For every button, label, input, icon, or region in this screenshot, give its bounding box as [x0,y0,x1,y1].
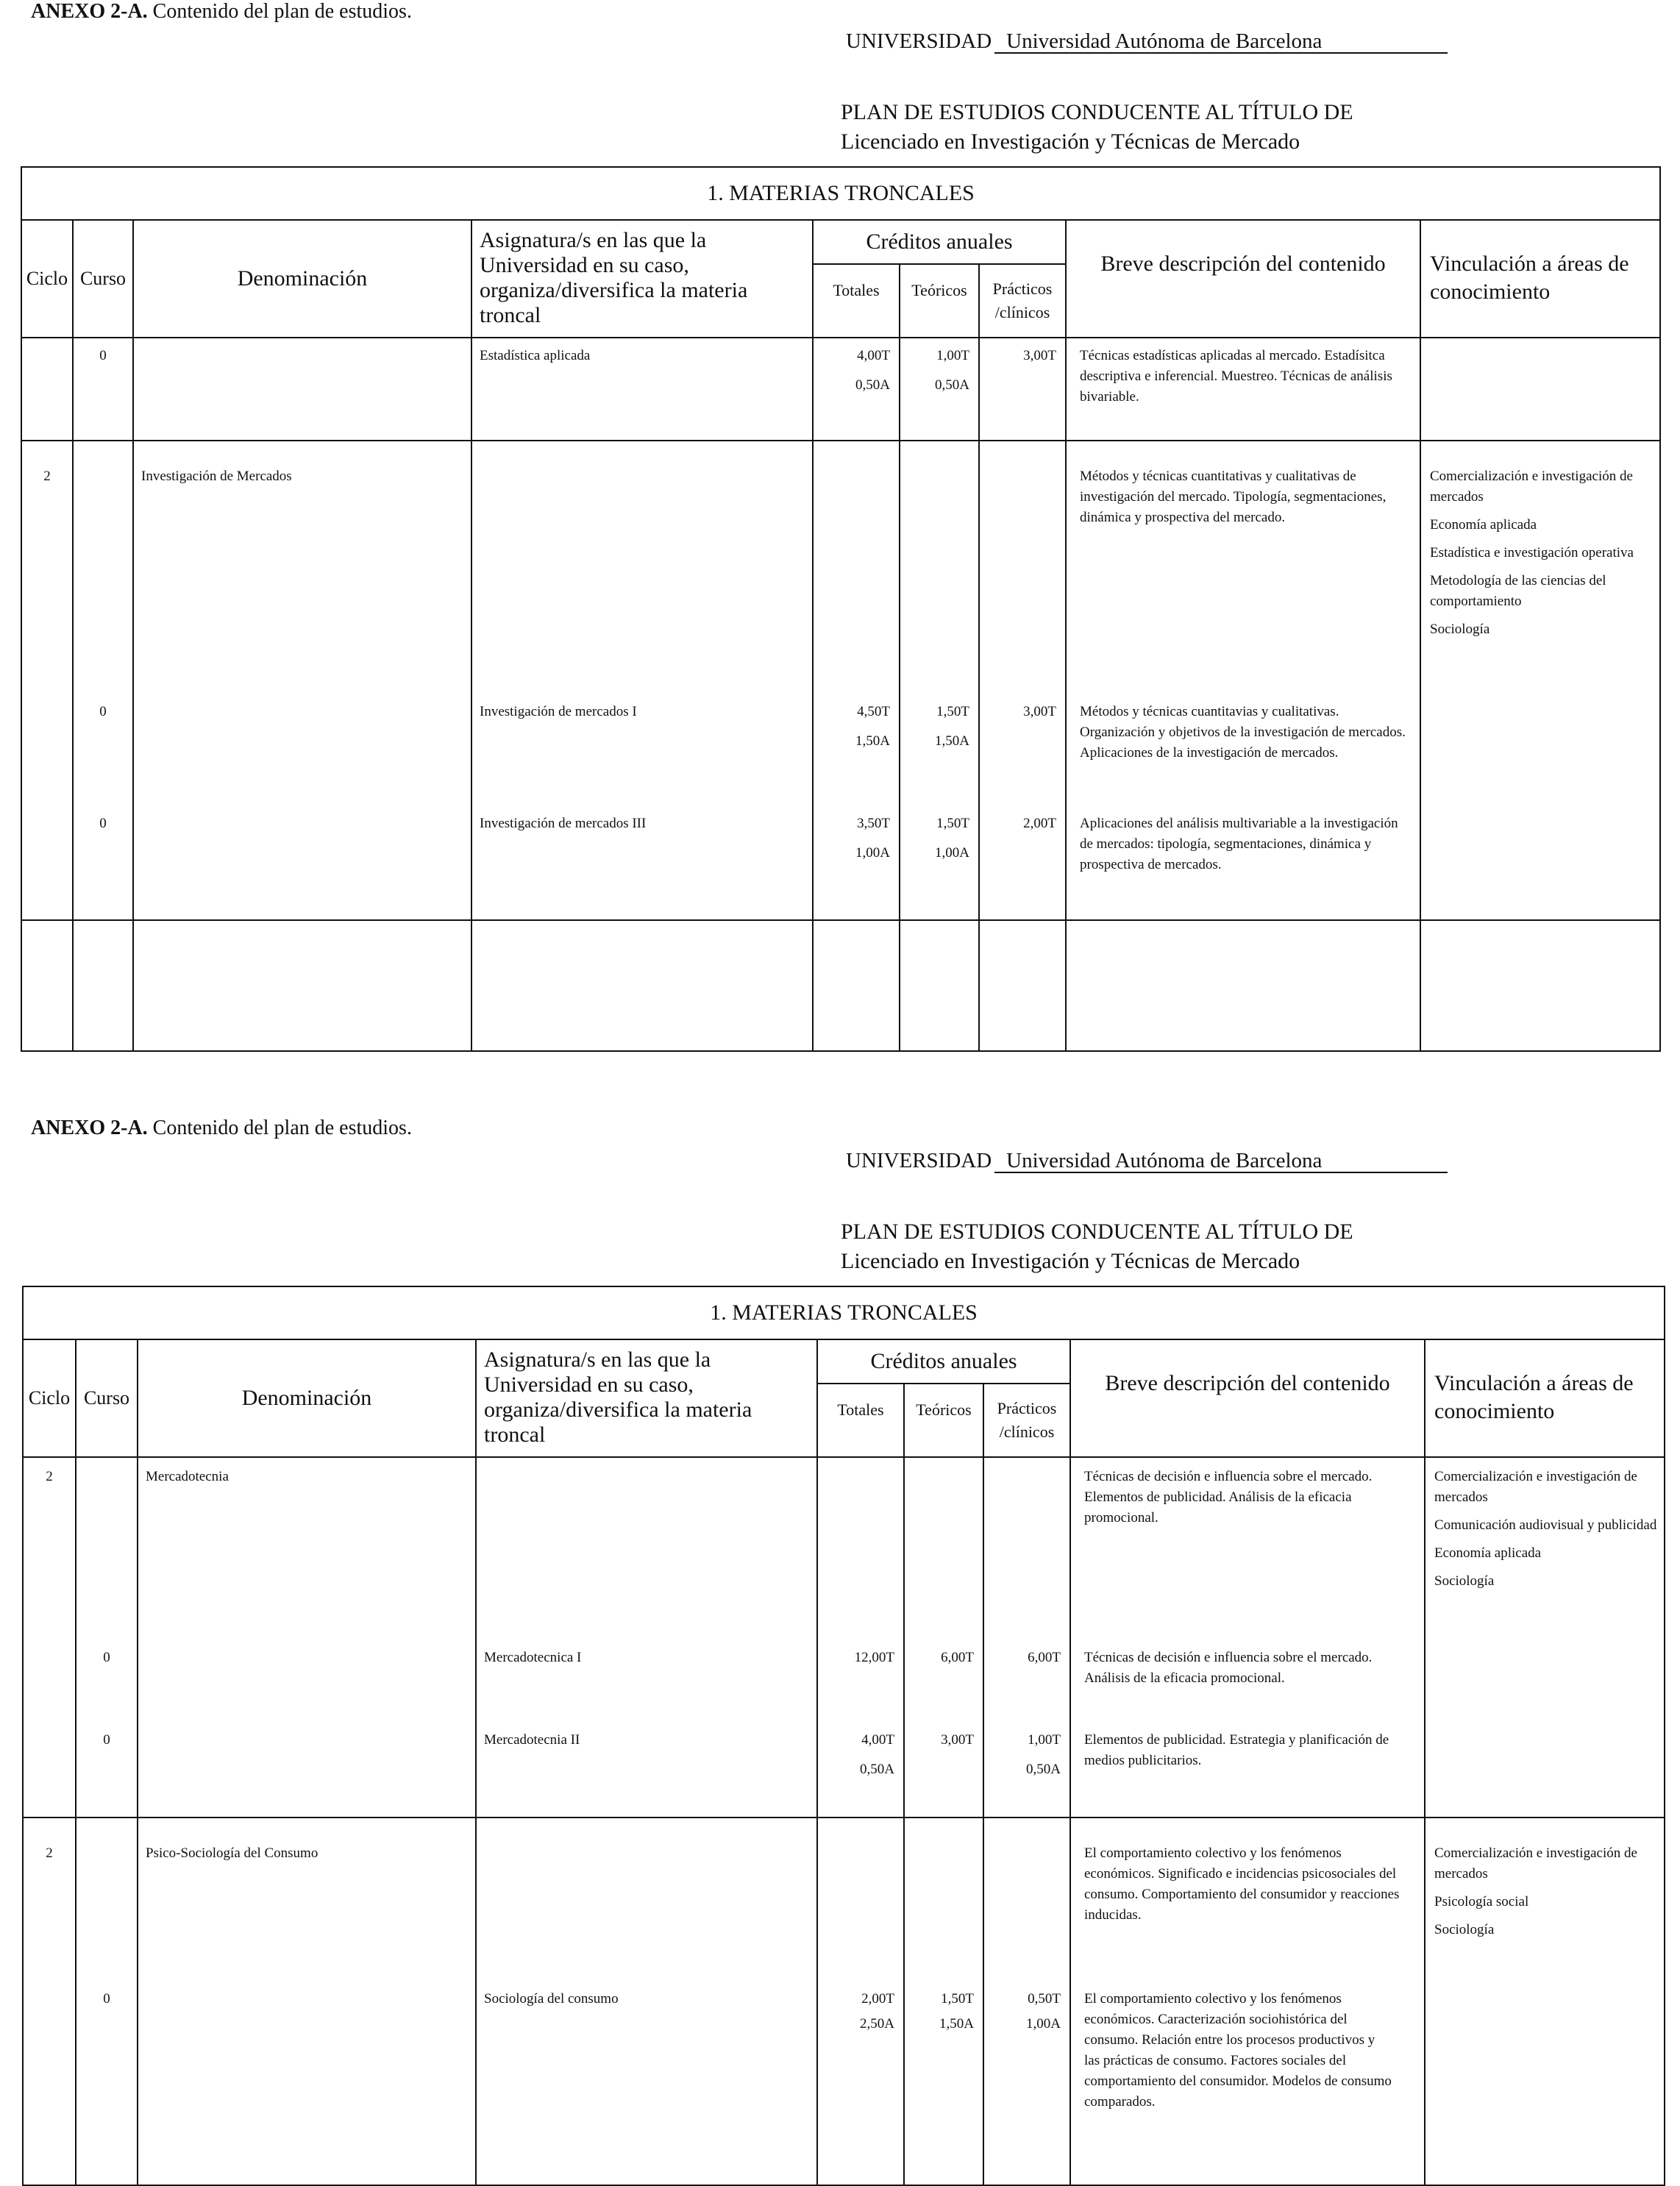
header-ciclo: Ciclo [23,1339,76,1457]
teoricos-value: 1,50T [936,816,969,831]
header-vinculacion: Vinculación a áreas de conocimiento [1420,220,1660,338]
descripcion-value: Técnicas estadísticas aplicadas al mercado. Estadísitca descriptiva e inferencial. Muestreo. Técnicas de análisis bivariable. [1080,348,1392,405]
header-creditos: Créditos anuales [817,1339,1070,1384]
vinculacion-list [1434,1843,1659,1948]
totales-value: 4,00T [857,348,890,363]
teoricos-value: 1,50T [936,704,969,719]
plan-line-1: PLAN DE ESTUDIOS CONDUCENTE AL TÍTULO DE [841,100,1353,124]
vinculacion-item: Psicología social [1434,1894,1529,1909]
table-row-empty [21,920,1660,1051]
curso-value: 0 [103,1991,110,2007]
vinculacion-item: Sociología [1434,1922,1495,1937]
header-ciclo: Ciclo [21,220,73,338]
header-descripcion: Breve descripción del contenido [1066,220,1420,338]
denominacion-value: Investigación de Mercados [141,469,292,484]
universidad-value: Universidad Autónoma de Barcelona [994,1150,1448,1173]
table-row-group [21,441,1660,920]
vinculacion-list [1430,466,1654,647]
totales-value: 2,00T [861,1991,894,2007]
totales-value: 3,50T [857,816,890,831]
table-title: 1. MATERIAS TRONCALES [23,1286,1665,1339]
header-teoricos: Teóricos [904,1384,983,1457]
practicos-value: 0,50T [1028,1991,1061,2007]
totales-value: 4,00T [861,1732,894,1748]
practicos-value: 2,00T [1023,816,1056,831]
totales-value: 1,50A [855,733,890,749]
header-denominacion: Denominación [133,220,471,338]
header-curso: Curso [73,220,133,338]
totales-value: 2,50A [860,2016,894,2032]
header-creditos: Créditos anuales [813,220,1066,264]
descripcion-value: Aplicaciones del análisis multivariable a la investigación de mercados: tipología, segmentaciones, dinámica y prospectiva de mercados. [1080,816,1398,872]
teoricos-value: 1,50T [941,1991,974,2007]
descripcion-value: El comportamiento colectivo y los fenómenos económicos. Significado e incidencias psicosociales del consumo. Comportamiento del consumidor y reacciones inducidas. [1084,1845,1400,1923]
plan-heading [841,1217,1353,1276]
vinculacion-item: Comercialización e investigación de mercados [1434,1845,1637,1881]
table-row-group [23,1817,1665,2185]
vinculacion-item: Estadística e investigación operativa [1430,545,1634,560]
practicos-value: 3,00T [1023,704,1056,719]
header-practicos: Prácticos /clínicos [983,1384,1070,1457]
descripcion-value: Técnicas de decisión e influencia sobre el mercado. Análisis de la eficacia promocional. [1084,1650,1373,1686]
curso-value: 0 [99,704,107,719]
totales-value: 1,00A [855,845,890,861]
universidad-line: UNIVERSIDAD Universidad Autónoma de Barcelona [846,29,1448,54]
teoricos-value: 0,50A [935,377,969,393]
vinculacion-item: Sociología [1434,1573,1495,1589]
header-descripcion: Breve descripción del contenido [1070,1339,1425,1457]
universidad-value: Universidad Autónoma de Barcelona [994,30,1448,54]
vinculacion-list [1434,1467,1659,1599]
teoricos-value: 1,50A [939,2016,974,2032]
vinculacion-item: Economía aplicada [1434,1545,1542,1561]
teoricos-value: 6,00T [941,1650,974,1665]
descripcion-value: El comportamiento colectivo y los fenómenos económicos. Caracterización sociohistórica del consumo. Relación entre los procesos productivos y las prácticas de consumo. Factores sociales del comportamiento del consumidor. Modelos de consumo comparados. [1084,1991,1392,2110]
totales-value: 0,50A [860,1762,894,1777]
practicos-value: 0,50A [1026,1762,1061,1777]
curso-value: 0 [99,816,107,831]
ciclo-value: 2 [43,469,51,484]
anexo-heading: ANEXO 2-A. Contenido del plan de estudios. [31,0,412,23]
asignatura-value: Estadística aplicada [480,348,591,363]
denominacion-value: Mercadotecnia [146,1469,229,1484]
vinculacion-item: Economía aplicada [1430,517,1537,533]
table-row [21,338,1660,441]
vinculacion-item: Comunicación audiovisual y publicidad [1434,1517,1657,1533]
asignatura-value: Mercadotecnia II [484,1732,580,1748]
ciclo-value: 2 [46,1469,53,1484]
curso-value: 0 [103,1650,110,1665]
descripcion-value: Técnicas de decisión e influencia sobre el mercado. Elementos de publicidad. Análisis de la eficacia promocional. [1084,1469,1373,1525]
ciclo-value: 2 [46,1845,53,1861]
asignatura-value: Mercadotecnica I [484,1650,582,1665]
teoricos-value: 1,00A [935,845,969,861]
plan-line-2: Licenciado en Investigación y Técnicas de Mercado [841,1249,1300,1273]
universidad-line: UNIVERSIDAD Universidad Autónoma de Barcelona [846,1149,1448,1173]
plan-line-1: PLAN DE ESTUDIOS CONDUCENTE AL TÍTULO DE [841,1220,1353,1244]
descripcion-value: Métodos y técnicas cuantitativas y cualitativas de investigación del mercado. Tipología, segmentaciones, dinámica y prospectiva del mercado. [1080,469,1387,525]
teoricos-value: 1,00T [936,348,969,363]
header-curso: Curso [76,1339,138,1457]
totales-value: 0,50A [855,377,890,393]
materias-table-2 [22,1286,1665,2186]
practicos-value: 3,00T [1023,348,1056,363]
vinculacion-item: Comercialización e investigación de mercados [1434,1469,1637,1505]
asignatura-value: Investigación de mercados III [480,816,647,831]
practicos-value: 6,00T [1028,1650,1061,1665]
descripcion-value: Elementos de publicidad. Estrategia y planificación de medios publicitarios. [1084,1732,1389,1768]
table-title: 1. MATERIAS TRONCALES [21,167,1660,220]
vinculacion-item: Metodología de las ciencias del comportamiento [1430,573,1606,609]
practicos-value: 1,00A [1026,2016,1061,2032]
vinculacion-item: Sociología [1430,622,1490,637]
anexo-heading: ANEXO 2-A. Contenido del plan de estudios. [31,1117,412,1139]
header-totales: Totales [813,264,900,338]
header-totales: Totales [817,1384,904,1457]
plan-heading [841,98,1353,157]
plan-line-2: Licenciado en Investigación y Técnicas de Mercado [841,129,1300,154]
asignatura-value: Investigación de mercados I [480,704,637,719]
header-practicos: Prácticos /clínicos [979,264,1066,338]
header-asignatura: Asignatura/s en las que la Universidad en su caso, organiza/diversifica la materia troncal [476,1339,817,1457]
vinculacion-item: Comercialización e investigación de mercados [1430,469,1633,505]
table-row-group [23,1457,1665,1817]
curso-value: 0 [99,348,107,363]
totales-value: 12,00T [854,1650,894,1665]
header-asignatura: Asignatura/s en las que la Universidad en su caso, organiza/diversifica la materia troncal [471,220,813,338]
practicos-value: 1,00T [1028,1732,1061,1748]
denominacion-value: Psico-Sociología del Consumo [146,1845,318,1861]
header-denominacion: Denominación [138,1339,476,1457]
header-vinculacion: Vinculación a áreas de conocimiento [1425,1339,1665,1457]
header-teoricos: Teóricos [900,264,979,338]
descripcion-value: Métodos y técnicas cuantitavias y cualitativas. Organización y objetivos de la investigación de mercados. Aplicaciones de la investigación de mercados. [1080,704,1406,761]
materias-table-1 [21,166,1661,1052]
teoricos-value: 3,00T [941,1732,974,1748]
asignatura-value: Sociología del consumo [484,1991,619,2007]
curso-value: 0 [103,1732,110,1748]
totales-value: 4,50T [857,704,890,719]
teoricos-value: 1,50A [935,733,969,749]
